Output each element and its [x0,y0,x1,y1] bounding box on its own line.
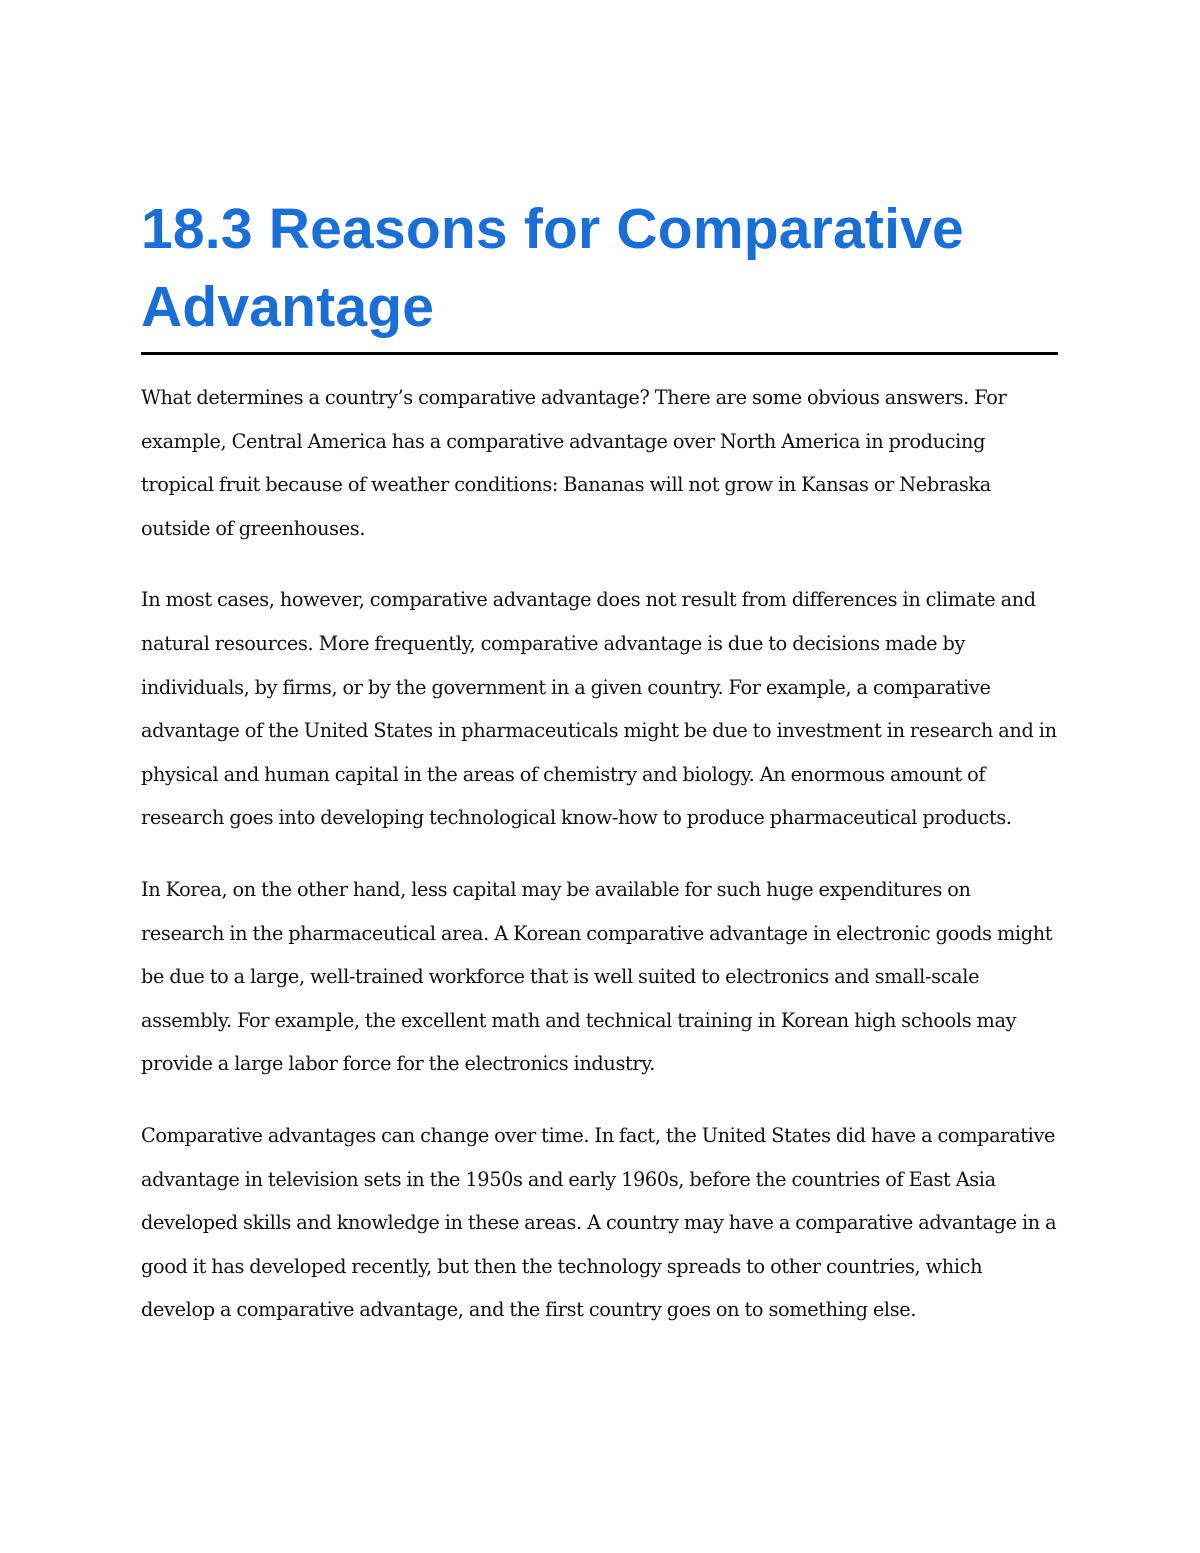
paragraph-3: In Korea, on the other hand, less capital may be available for such huge expenditures on research in the pharmaceutical area. A Korean comparative advantage in electronic goods might be due to a large, well-trained workforce that is well suited to electronics and small-scale assembly. For example, the excellent math and technical training in Korean high schools may provide a large labor force for the electronics industry. [141,877,1053,1076]
paragraph-4: Comparative advantages can change over time. In fact, the United States did have a comparative advantage in television sets in the 1950s and early 1960s, before the countries of East Asia developed skills and knowledge in these areas. A country may have a comparative advantage in a good it has developed recently, but then the technology spreads to other countries, which develop a comparative advantage, and the first country goes on to something else. [141,1123,1057,1322]
document-page [141,190,1058,1332]
page-title: 18.3 Reasons for Comparative Advantage [141,197,964,339]
title-underline-rule [141,352,1058,355]
paragraph-1: What determines a country’s comparative advantage? There are some obvious answers. For example, Central America has a comparative advantage over North America in producing tropical fruit because of weather conditions: Bananas will not grow in Kansas or Nebraska outside of greenhouses. [141,386,1007,540]
paragraph-2: In most cases, however, comparative advantage does not result from differences in climate and natural resources. More frequently, comparative advantage is due to decisions made by individuals, by firms, or by the government in a given country. For example, a comparative advantage of the United States in pharmaceuticals might be due to investment in research and in physical and human capital in the areas of chemistry and biology. An enormous amount of research goes into developing technological know-how to produce pharmaceutical products. [141,588,1057,830]
